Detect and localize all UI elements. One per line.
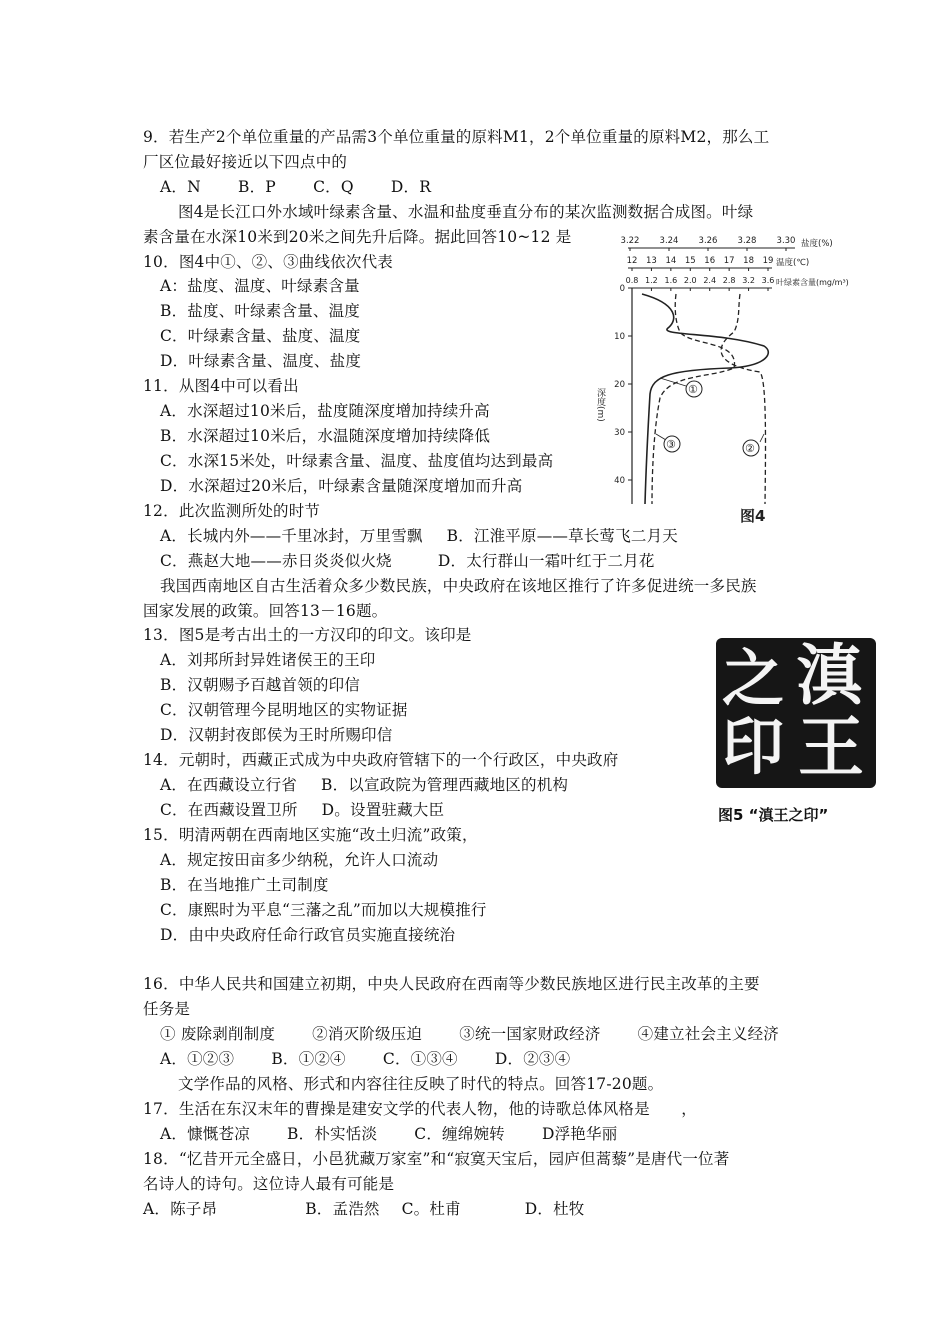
temperature-tick-label: 18 xyxy=(743,256,754,266)
temperature-tick-label: 14 xyxy=(665,256,677,266)
chlorophyll-tick-label: 0.8 xyxy=(625,276,639,285)
q15-option-b: B．在当地推广土司制度 xyxy=(160,876,329,894)
intro4-line2: 素含量在水深10米到20米之间先升后降。据此回答10~12 是 xyxy=(143,228,572,246)
q10-option-a: A：盐度、温度、叶绿素含量 xyxy=(160,277,360,295)
q11-stem: 11．从图4中可以看出 xyxy=(143,377,299,395)
q15-stem: 15．明清两朝在西南地区实施“改土归流”政策， xyxy=(143,826,478,844)
temperature-tick-label: 15 xyxy=(684,256,696,266)
q9-option-b: B．P xyxy=(238,178,276,196)
q10-option-c: C．叶绿素含量、盐度、温度 xyxy=(160,327,361,345)
q9-option-c: C．Q xyxy=(313,178,354,196)
chlorophyll-tick-label: 3.2 xyxy=(742,276,755,285)
q10-option-d: D．叶绿素含量、温度、盐度 xyxy=(160,352,362,370)
curve-1-label: ① xyxy=(688,383,698,396)
depth-tick-label: 20 xyxy=(614,380,625,390)
curve-2-label: ② xyxy=(745,442,755,455)
q12-option-d: D．太行群山一霜叶红于二月花 xyxy=(437,552,655,570)
q17-option-a: A．慷慨苍凉 xyxy=(160,1125,250,1143)
figure-4-caption: 图4 xyxy=(740,507,766,525)
q9-options xyxy=(160,176,463,198)
seal-image xyxy=(716,638,876,788)
q13-stem: 13．图5是考古出土的一方汉印的印文。该印是 xyxy=(143,626,472,644)
q16-item-2: ②消灭阶级压迫 xyxy=(312,1025,423,1043)
q14-options-row1 xyxy=(160,774,568,796)
q17-option-d: D浮艳华丽 xyxy=(541,1125,618,1143)
intro4-line1: 图4是长江口外水域叶绿素含量、水温和盐度垂直分布的某次监测数据合成图。叶绿 xyxy=(178,203,754,221)
seal-character-dian: 滇 xyxy=(796,636,862,714)
q16-option-d: D．②③④ xyxy=(494,1050,571,1068)
q12-stem: 12．此次监测所处的时节 xyxy=(143,502,321,520)
q11-option-d: D．水深超过20米后，叶绿素含量随深度增加而升高 xyxy=(160,477,523,495)
salinity-tick-label: 3.24 xyxy=(659,236,679,246)
curve-1 xyxy=(642,294,768,504)
q11-option-b: B．水深超过10米后，水温随深度增加持续降低 xyxy=(160,427,491,445)
figure-4-diagram xyxy=(590,228,890,528)
chlorophyll-tick-label: 1.6 xyxy=(664,276,678,285)
q9-stem-line1: 9．若生产2个单位重量的产品需3个单位重量的原料M1，2个单位重量的原料M2，那么工 xyxy=(143,128,770,146)
q14-options-row2 xyxy=(160,799,444,821)
chlorophyll-tick-label: 1.2 xyxy=(645,276,658,285)
q18-stem-line2: 名诗人的诗句。这位诗人最有可能是 xyxy=(143,1175,395,1193)
intro13-line1: 我国西南地区自古生活着众多少数民族，中央政府在该地区推行了许多促进统一多民族 xyxy=(160,577,757,595)
salinity-axis-label: 盐度(%) xyxy=(801,239,833,249)
q9-option-d: D．R xyxy=(390,178,432,196)
curve-3-label: ③ xyxy=(666,438,676,451)
q11-option-c: C．水深15米处，叶绿素含量、温度、盐度值均达到最高 xyxy=(160,452,554,470)
q18-option-c: C。杜甫 xyxy=(401,1200,461,1218)
depth-tick-label: 30 xyxy=(614,428,625,438)
q10-stem: 10．图4中①、②、③曲线依次代表 xyxy=(143,253,393,271)
q18-options xyxy=(143,1198,585,1220)
q17-option-b: B．朴实恬淡 xyxy=(287,1125,378,1143)
q16-stem-line2: 任务是 xyxy=(143,1000,191,1018)
q12-options-row1 xyxy=(160,525,678,547)
q9-stem-line2: 厂区位最好接近以下四点中的 xyxy=(143,153,348,171)
q17-option-c: C．缠绵婉转 xyxy=(414,1125,505,1143)
q9-option-a: A．N xyxy=(160,178,201,196)
chlorophyll-tick-label: 2.8 xyxy=(722,276,736,285)
q12-option-b: B．江淮平原——草长莺飞二月天 xyxy=(446,527,679,545)
intro17: 文学作品的风格、形式和内容往往反映了时代的特点。回答17-20题。 xyxy=(178,1075,664,1093)
q17-stem: 17．生活在东汉末年的曹操是建安文学的代表人物，他的诗歌总体风格是 ， xyxy=(143,1100,697,1118)
q14-option-c: C．在西藏设置卫所 xyxy=(160,801,298,819)
temperature-tick-label: 13 xyxy=(646,256,657,266)
q16-option-a: A．①②③ xyxy=(160,1050,235,1068)
chlorophyll-tick-label: 3.6 xyxy=(761,276,775,285)
figure-4 xyxy=(590,228,890,528)
q15-option-c: C．康熙时为平息“三藩之乱”而加以大规模推行 xyxy=(160,901,487,919)
curve-2 xyxy=(721,294,765,504)
temperature-tick-label: 19 xyxy=(762,256,774,266)
temperature-axis-label: 温度(℃) xyxy=(776,258,810,268)
depth-tick-label: 40 xyxy=(614,476,625,486)
seal-character-wang: 王 xyxy=(798,708,864,786)
q16-item-1: ① 废除剥削制度 xyxy=(160,1025,276,1043)
q12-option-c: C．燕赵大地——赤日炎炎似火烧 xyxy=(160,552,392,570)
temperature-tick-label: 17 xyxy=(723,256,735,266)
q14-option-b: B．以宣政院为管理西藏地区的机构 xyxy=(321,776,569,794)
depth-axis-label: 深度(m) xyxy=(595,388,605,422)
figure-5 xyxy=(712,634,882,834)
q16-items xyxy=(160,1023,779,1045)
salinity-tick-label: 3.30 xyxy=(776,236,796,246)
q15-option-d: D．由中央政府任命行政官员实施直接统治 xyxy=(160,926,456,944)
salinity-tick-label: 3.26 xyxy=(698,236,718,246)
q15-option-a: A．规定按田亩多少纳税，允许人口流动 xyxy=(160,851,439,869)
q13-option-d: D．汉朝封夜郎侯为王时所赐印信 xyxy=(160,726,393,744)
q16-option-c: C．①③④ xyxy=(382,1050,458,1068)
q14-option-d: D。设置驻藏大臣 xyxy=(321,801,445,819)
q12-option-a: A．长城内外——千里冰封，万里雪飘 xyxy=(160,527,423,545)
q18-option-d: D．杜牧 xyxy=(524,1200,585,1218)
q18-option-a: A．陈子昂 xyxy=(143,1200,218,1218)
temperature-tick-label: 16 xyxy=(704,256,716,266)
chlorophyll-tick-label: 2.4 xyxy=(703,276,717,285)
curve-3 xyxy=(652,294,734,504)
q12-options-row2 xyxy=(160,550,655,572)
q17-options xyxy=(160,1123,649,1145)
q14-stem: 14．元朝时，西藏正式成为中央政府管辖下的一个行政区，中央政府 xyxy=(143,751,619,769)
chlorophyll-axis-label: 叶绿素含量(mg/m³) xyxy=(776,278,849,287)
curve-1-leader xyxy=(660,378,686,386)
figure-5-caption: 图5 “滇王之印” xyxy=(718,806,829,824)
q11-option-a: A．水深超过10米后，盐度随深度增加持续升高 xyxy=(160,402,490,420)
seal-character-zhi: 之 xyxy=(722,642,785,715)
q18-option-b: B．孟浩然 xyxy=(305,1200,380,1218)
q16-options xyxy=(160,1048,602,1070)
q16-item-4: ④建立社会主义经济 xyxy=(637,1025,779,1043)
seal-character-yin: 印 xyxy=(722,710,785,783)
salinity-tick-label: 3.28 xyxy=(737,236,757,246)
intro13-line2: 国家发展的政策。回答13－16题。 xyxy=(143,602,388,620)
depth-tick-label: 0 xyxy=(619,284,625,294)
salinity-tick-label: 3.22 xyxy=(620,236,640,246)
q10-option-b: B．盐度、叶绿素含量、温度 xyxy=(160,302,360,320)
q16-stem-line1: 16．中华人民共和国建立初期，中央人民政府在西南等少数民族地区进行民主改革的主要 xyxy=(143,975,760,993)
temperature-tick-label: 12 xyxy=(626,256,638,266)
q13-option-b: B．汉朝赐予百越首领的印信 xyxy=(160,676,360,694)
q16-option-b: B．①②④ xyxy=(271,1050,346,1068)
q18-stem-line1: 18．“忆昔开元全盛日，小邑犹藏万家室”和“寂寞天宝后，园庐但蒿藜”是唐代一位著 xyxy=(143,1150,730,1168)
depth-tick-label: 10 xyxy=(614,332,625,342)
q13-option-c: C．汉朝管理今昆明地区的实物证据 xyxy=(160,701,408,719)
chlorophyll-tick-label: 2.0 xyxy=(683,276,697,285)
q14-option-a: A．在西藏设立行省 xyxy=(160,776,297,794)
curve-2-leader xyxy=(760,434,764,442)
curve-3-leader xyxy=(656,434,666,440)
q16-item-3: ③统一国家财政经济 xyxy=(459,1025,601,1043)
q13-option-a: A．刘邦所封异姓诸侯王的王印 xyxy=(160,651,376,669)
